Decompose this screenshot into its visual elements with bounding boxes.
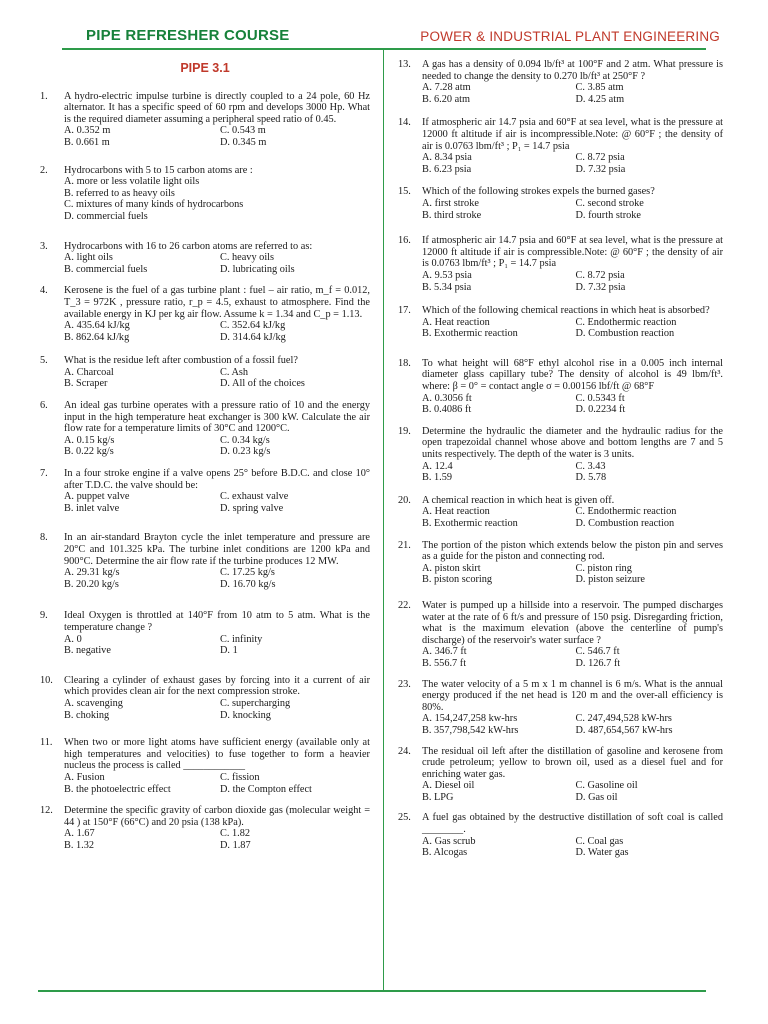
header-divider	[62, 48, 706, 50]
answer-choice: D. 1	[220, 645, 238, 657]
answer-choice: A. 12.4	[422, 460, 453, 472]
question-text: A chemical reaction in which heat is given off.	[422, 494, 615, 506]
question-text: To what height will 68°F ethyl alcohol rise in a 0.005 inch internal diameter glass capillary tube? The density of alcohol is 49 lbm/ft³. where: β = 0° = contact angle σ = 0.00156 lbf/ft @ 68°F	[422, 357, 723, 393]
answer-choice: C. Endothermic reaction	[575, 506, 677, 518]
answer-choice: D. commercial fuels	[64, 210, 148, 222]
answer-choice: A. piston skirt	[422, 562, 481, 574]
choice-list	[422, 461, 723, 484]
question-number: 25.	[398, 812, 411, 824]
answer-choice: A. 154,247,258 kw-hrs	[422, 713, 518, 725]
answer-choice: D. 7.32 psia	[575, 163, 626, 175]
choice-list	[422, 317, 723, 340]
answer-choice: D. 7.32 psia	[575, 281, 626, 293]
answer-choice: A. 0	[64, 633, 82, 645]
answer-choice: C. Coal gas	[575, 835, 624, 847]
answer-choice: C. 247,494,528 kW-hrs	[575, 713, 672, 725]
choice-list	[64, 828, 370, 851]
answer-choice: D. the Compton effect	[220, 783, 312, 795]
answer-choice: D. Combustion reaction	[575, 518, 675, 529]
question-text: What is the residue left after combustion of a fossil fuel?	[64, 355, 298, 367]
answer-choice: A. 29.31 kg/s	[64, 567, 120, 579]
question-number: 20.	[398, 494, 411, 506]
answer-choice: C. Gasoline oil	[575, 780, 638, 792]
question-item	[398, 812, 723, 858]
answer-choice: A. puppet valve	[64, 491, 130, 503]
answer-choice: B. Scraper	[64, 378, 108, 390]
question-number: 21.	[398, 539, 411, 551]
answer-choice: A. more or less volatile light oils	[64, 176, 200, 188]
answer-choice: B. 20.20 kg/s	[64, 578, 119, 590]
question-text: In an air-standard Brayton cycle the inlet temperature and pressure are 20°C and 101.325 kPa. The turbine inlet conditions are 1200 kPa and 900°C. Determine the air flow rate if the turbine produces 12 MW.	[64, 532, 370, 567]
question-number: 2.	[40, 164, 48, 176]
choice-list	[64, 125, 370, 148]
question-number: 10.	[40, 674, 53, 686]
question-text: Kerosene is the fuel of a gas turbine plant : fuel – air ratio, m_f = 0.012, T_3 = 972K , pressure ratio, r_p = 4.5, exhaust to atmosphere. Find the available energy in KJ per kg air flow. Assume k = 1.34 and C_p = 1.13.	[64, 285, 370, 320]
answer-choice: A. Fusion	[64, 771, 105, 783]
question-number: 23.	[398, 678, 411, 690]
question-text: Which of the following chemical reactions in which heat is absorbed?	[422, 305, 710, 317]
question-item	[40, 91, 370, 149]
question-item	[398, 186, 723, 221]
subject-title: POWER & INDUSTRIAL PLANT ENGINEERING	[420, 29, 720, 44]
choice-list	[422, 780, 723, 803]
answer-choice: B. third stroke	[422, 209, 482, 221]
question-item	[398, 305, 723, 340]
question-item	[40, 675, 370, 721]
answer-choice: C. infinity	[220, 633, 263, 645]
question-item	[398, 746, 723, 804]
choice-list	[422, 646, 723, 669]
question-text: If atmospheric air 14.7 psia and 60°F at sea level, what is the pressure at 12000 ft altitude if air is incompressible.Note: @ 60°F ; the density of air is 0.0763 lbm/ft³ ; P₁ = 14.7 psia	[422, 117, 723, 152]
answer-choice: B. piston scoring	[422, 574, 493, 586]
answer-choice: B. 556.7 ft	[422, 657, 467, 669]
choice-list	[422, 270, 723, 293]
answer-choice: C. piston ring	[575, 562, 632, 574]
answer-choice: A. Gas scrub	[422, 835, 476, 847]
choice-list	[64, 367, 370, 390]
answer-choice: D. 0.23 kg/s	[220, 446, 271, 458]
answer-choice: C. fission	[220, 771, 260, 783]
column-divider	[383, 50, 384, 990]
answer-choice: C. second stroke	[575, 197, 644, 209]
answer-choice: D. spring valve	[220, 502, 284, 514]
question-number: 5.	[40, 355, 48, 367]
answer-choice: A. 1.67	[64, 828, 95, 840]
question-text: Determine the specific gravity of carbon dioxide gas (molecular weight = 44 ) at 150°F (66°C) and 20 psia (138 kPa).	[64, 805, 370, 828]
question-item	[40, 737, 370, 795]
answer-choice: B. 1.32	[64, 839, 95, 851]
question-item	[40, 355, 370, 390]
question-item	[40, 532, 370, 590]
answer-choice: C. 8.72 psia	[575, 152, 625, 164]
answer-choice: D. 16.70 kg/s	[220, 578, 276, 590]
answer-choice: B. 862.64 kJ/kg	[64, 331, 130, 343]
question-item	[40, 241, 370, 276]
answer-choice: B. commercial fuels	[64, 263, 148, 275]
answer-choice: D. lubricating oils	[220, 263, 295, 275]
question-text: Clearing a cylinder of exhaust gases by forcing into it a current of air which provides clean air for the next compression stroke.	[64, 674, 370, 698]
answer-choice: B. 6.23 psia	[422, 163, 472, 175]
question-number: 22.	[398, 599, 411, 611]
question-number: 3.	[40, 240, 48, 252]
answer-choice: B. 0.22 kg/s	[64, 446, 114, 458]
question-text: When two or more light atoms have sufficient energy (available only at high temperatures and velocities) to fuse together to form a heavier nucleus the process is called ____________	[64, 737, 370, 772]
answer-choice: A. 7.28 atm	[422, 82, 471, 94]
answer-choice: A. light oils	[64, 252, 113, 264]
question-text: Hydrocarbons with 5 to 15 carbon atoms are :	[64, 164, 253, 176]
choice-list	[422, 563, 723, 586]
question-text: In a four stroke engine if a valve opens 25° before B.D.C. and close 10° after T.D.C. the valve should be:	[64, 468, 370, 491]
question-item	[398, 358, 723, 416]
question-number: 4.	[40, 285, 48, 297]
answer-choice: A. 9.53 psia	[422, 269, 472, 281]
question-text: Hydrocarbons with 16 to 26 carbon atoms are referred to as:	[64, 240, 313, 252]
choice-list	[64, 698, 370, 721]
question-number: 9.	[40, 610, 48, 622]
choice-list	[422, 506, 723, 529]
answer-choice: D. piston seizure	[575, 574, 645, 586]
answer-choice: A. 8.34 psia	[422, 152, 472, 164]
answer-choice: D. knocking	[220, 709, 271, 721]
answer-choice: D. 5.78	[575, 472, 607, 484]
answer-choice: A. 0.352 m	[64, 125, 111, 137]
question-item	[398, 679, 723, 737]
answer-choice: B. Exothermic reaction	[422, 328, 518, 340]
footer-divider	[38, 990, 706, 992]
question-number: 19.	[398, 425, 411, 437]
question-number: 16.	[398, 235, 411, 247]
choice-list	[64, 634, 370, 657]
answer-choice: B. Alcogas	[422, 847, 468, 859]
answer-choice: B. the photoelectric effect	[64, 783, 171, 795]
answer-choice: A. 0.3056 ft	[422, 392, 472, 404]
question-item	[398, 235, 723, 293]
section-title: PIPE 3.1	[180, 61, 230, 75]
question-text: Which of the following strokes expels the burned gases?	[422, 186, 655, 198]
choice-list	[422, 152, 723, 175]
question-number: 13.	[398, 59, 411, 70]
answer-choice: C. 8.72 psia	[575, 269, 625, 281]
answer-choice: A. scavenging	[64, 697, 123, 709]
choice-list	[422, 713, 723, 736]
question-item	[398, 117, 723, 175]
answer-choice: C. 0.543 m	[220, 125, 266, 137]
choice-list	[64, 320, 370, 343]
answer-choice: C. 0.34 kg/s	[220, 434, 270, 446]
answer-choice: C. 0.5343 ft	[575, 392, 625, 404]
answer-choice: D. 0.345 m	[220, 136, 267, 148]
answer-choice: A. 346.7 ft	[422, 646, 467, 658]
answer-choice: D. 4.25 atm	[575, 93, 625, 105]
choice-list	[422, 198, 723, 221]
question-item	[40, 468, 370, 514]
question-text: Ideal Oxygen is throttled at 140°F from 10 atm to 5 atm. What is the temperature change ?	[64, 610, 370, 633]
question-text: A hydro-electric impulse turbine is directly coupled to a 24 pole, 60 Hz alternator. It has a specific speed of 60 rpm and develops 3000 Hp. What is the required diameter assuming a peripheral speed ratio of 0.45.	[64, 90, 370, 125]
question-item	[398, 600, 723, 670]
question-text: If atmospheric air 14.7 psia and 60°F at sea level, what is the pressure at 12000 ft altitude if air is compressible.Note: @ 60°F ; the density of air is 0.0763 lbm/ft³ ; P₁ = 14.7 psia	[422, 235, 723, 270]
answer-choice: D. 487,654,567 kW-hrs	[575, 724, 673, 736]
answer-choice: B. 357,798,542 kW-hrs	[422, 724, 519, 736]
answer-choice: B. negative	[64, 645, 111, 657]
answer-choice: D. Gas oil	[575, 791, 618, 803]
choice-list	[64, 252, 370, 275]
answer-choice: D. Combustion reaction	[575, 328, 675, 340]
question-item	[398, 426, 723, 484]
question-item	[398, 59, 723, 105]
answer-choice: D. 0.2234 ft	[575, 404, 626, 416]
answer-choice: D. Water gas	[575, 847, 629, 859]
answer-choice: C. 17.25 kg/s	[220, 567, 275, 579]
question-number: 8.	[40, 532, 48, 544]
question-number: 6.	[40, 400, 48, 412]
question-text: A fuel gas obtained by the destructive distillation of soft coal is called ________.	[422, 812, 723, 836]
answer-choice: C. 1.82	[220, 828, 251, 840]
answer-choice: C. heavy oils	[220, 252, 275, 264]
answer-choice: B. choking	[64, 709, 110, 721]
answer-choice: D. 126.7 ft	[575, 657, 621, 669]
answer-choice: B. 0.4086 ft	[422, 404, 472, 416]
question-item	[40, 610, 370, 656]
answer-choice: D. fourth stroke	[575, 209, 641, 221]
question-number: 18.	[398, 357, 411, 369]
answer-choice: C. Ash	[220, 366, 249, 378]
answer-choice: C. 3.85 atm	[575, 82, 624, 94]
question-item	[398, 495, 723, 530]
question-number: 14.	[398, 117, 411, 129]
choice-list	[64, 435, 370, 458]
answer-choice: B. referred to as heavy oils	[64, 187, 175, 199]
answer-choice: B. Exothermic reaction	[422, 518, 518, 529]
answer-choice: C. 352.64 kJ/kg	[220, 320, 286, 332]
question-number: 12.	[40, 805, 53, 817]
question-number: 15.	[398, 186, 411, 198]
answer-choice: A. 435.64 kJ/kg	[64, 320, 130, 332]
answer-choice: B. 6.20 atm	[422, 93, 471, 105]
answer-choice: D. 1.87	[220, 839, 251, 851]
answer-choice: D. 314.64 kJ/kg	[220, 331, 286, 343]
left-question-list	[40, 91, 370, 852]
question-number: 7.	[40, 468, 48, 480]
answer-choice: A. first stroke	[422, 197, 479, 209]
answer-choice: B. 1.59	[422, 472, 453, 484]
question-item	[40, 285, 370, 343]
choice-list	[422, 836, 723, 859]
choice-list	[422, 82, 723, 105]
answer-choice: A. Charcoal	[64, 366, 114, 378]
choice-list	[64, 567, 370, 590]
question-text: An ideal gas turbine operates with a pressure ratio of 10 and the energy input in the high temperature heat exchanger is 300 kW. Calculate the air flow rate for a temperature limits of 30°C and 1200°C.	[64, 400, 370, 435]
answer-choice: A. Heat reaction	[422, 316, 490, 328]
answer-choice: C. exhaust valve	[220, 491, 289, 503]
question-text: A gas has a density of 0.094 lb/ft³ at 100°F and 2 atm. What pressure is needed to change the density to 0.270 lb/ft³ at 250°F ?	[422, 59, 723, 82]
answer-choice: C. 3.43	[575, 460, 606, 472]
answer-choice: A. Diesel oil	[422, 780, 475, 792]
choice-list	[64, 176, 370, 222]
question-number: 17.	[398, 305, 411, 317]
choice-list	[64, 772, 370, 795]
answer-choice: A. Heat reaction	[422, 506, 490, 518]
question-number: 11.	[40, 737, 53, 749]
right-column	[398, 59, 723, 865]
course-title: PIPE REFRESHER COURSE	[86, 27, 290, 44]
question-item	[40, 400, 370, 458]
right-question-list	[398, 59, 723, 859]
question-number: 24.	[398, 745, 411, 757]
question-text: The portion of the piston which extends below the piston pin and serves as a guide for the piston and connecting rod.	[422, 539, 723, 563]
answer-choice: C. 546.7 ft	[575, 646, 620, 658]
answer-choice: D. All of the choices	[220, 378, 305, 390]
answer-choice: B. inlet valve	[64, 502, 120, 514]
question-item	[398, 540, 723, 586]
question-text: Determine the hydraulic the diameter and the hydraulic radius for the open trapezoidal channel whose above and bottom lengths are 7 and 5 units respectively. The depth of the water is 3 units.	[422, 425, 723, 461]
question-text: The residual oil left after the distillation of gasoline and kerosene from crude petroleum; yellow to brown oil, used as a diesel fuel and for enriching water gas.	[422, 745, 723, 780]
answer-choice: B. 5.34 psia	[422, 281, 472, 293]
left-column	[40, 63, 370, 857]
question-number: 1.	[40, 90, 48, 102]
answer-choice: B. 0.661 m	[64, 136, 110, 148]
answer-choice: C. mixtures of many kinds of hydrocarbons	[64, 199, 244, 211]
answer-choice: C. Endothermic reaction	[575, 316, 677, 328]
choice-list	[422, 393, 723, 416]
answer-choice: A. 0.15 kg/s	[64, 434, 115, 446]
question-item	[40, 805, 370, 851]
question-text: Water is pumped up a hillside into a reservoir. The pumped discharges water at the rate of 6 ft/s and pressure of 150 psig. Disregarding friction, what is the maximum elevation (above the centerline of pump's discharge) of the reservoir's water surface ?	[422, 599, 723, 646]
question-text: The water velocity of a 5 m x 1 m channel is 6 m/s. What is the annual energy produced if the net head is 120 m and the over-all efficiency is 80%.	[422, 678, 723, 713]
choice-list	[64, 491, 370, 514]
question-item	[40, 165, 370, 223]
answer-choice: C. supercharging	[220, 697, 291, 709]
answer-choice: B. LPG	[422, 791, 454, 803]
